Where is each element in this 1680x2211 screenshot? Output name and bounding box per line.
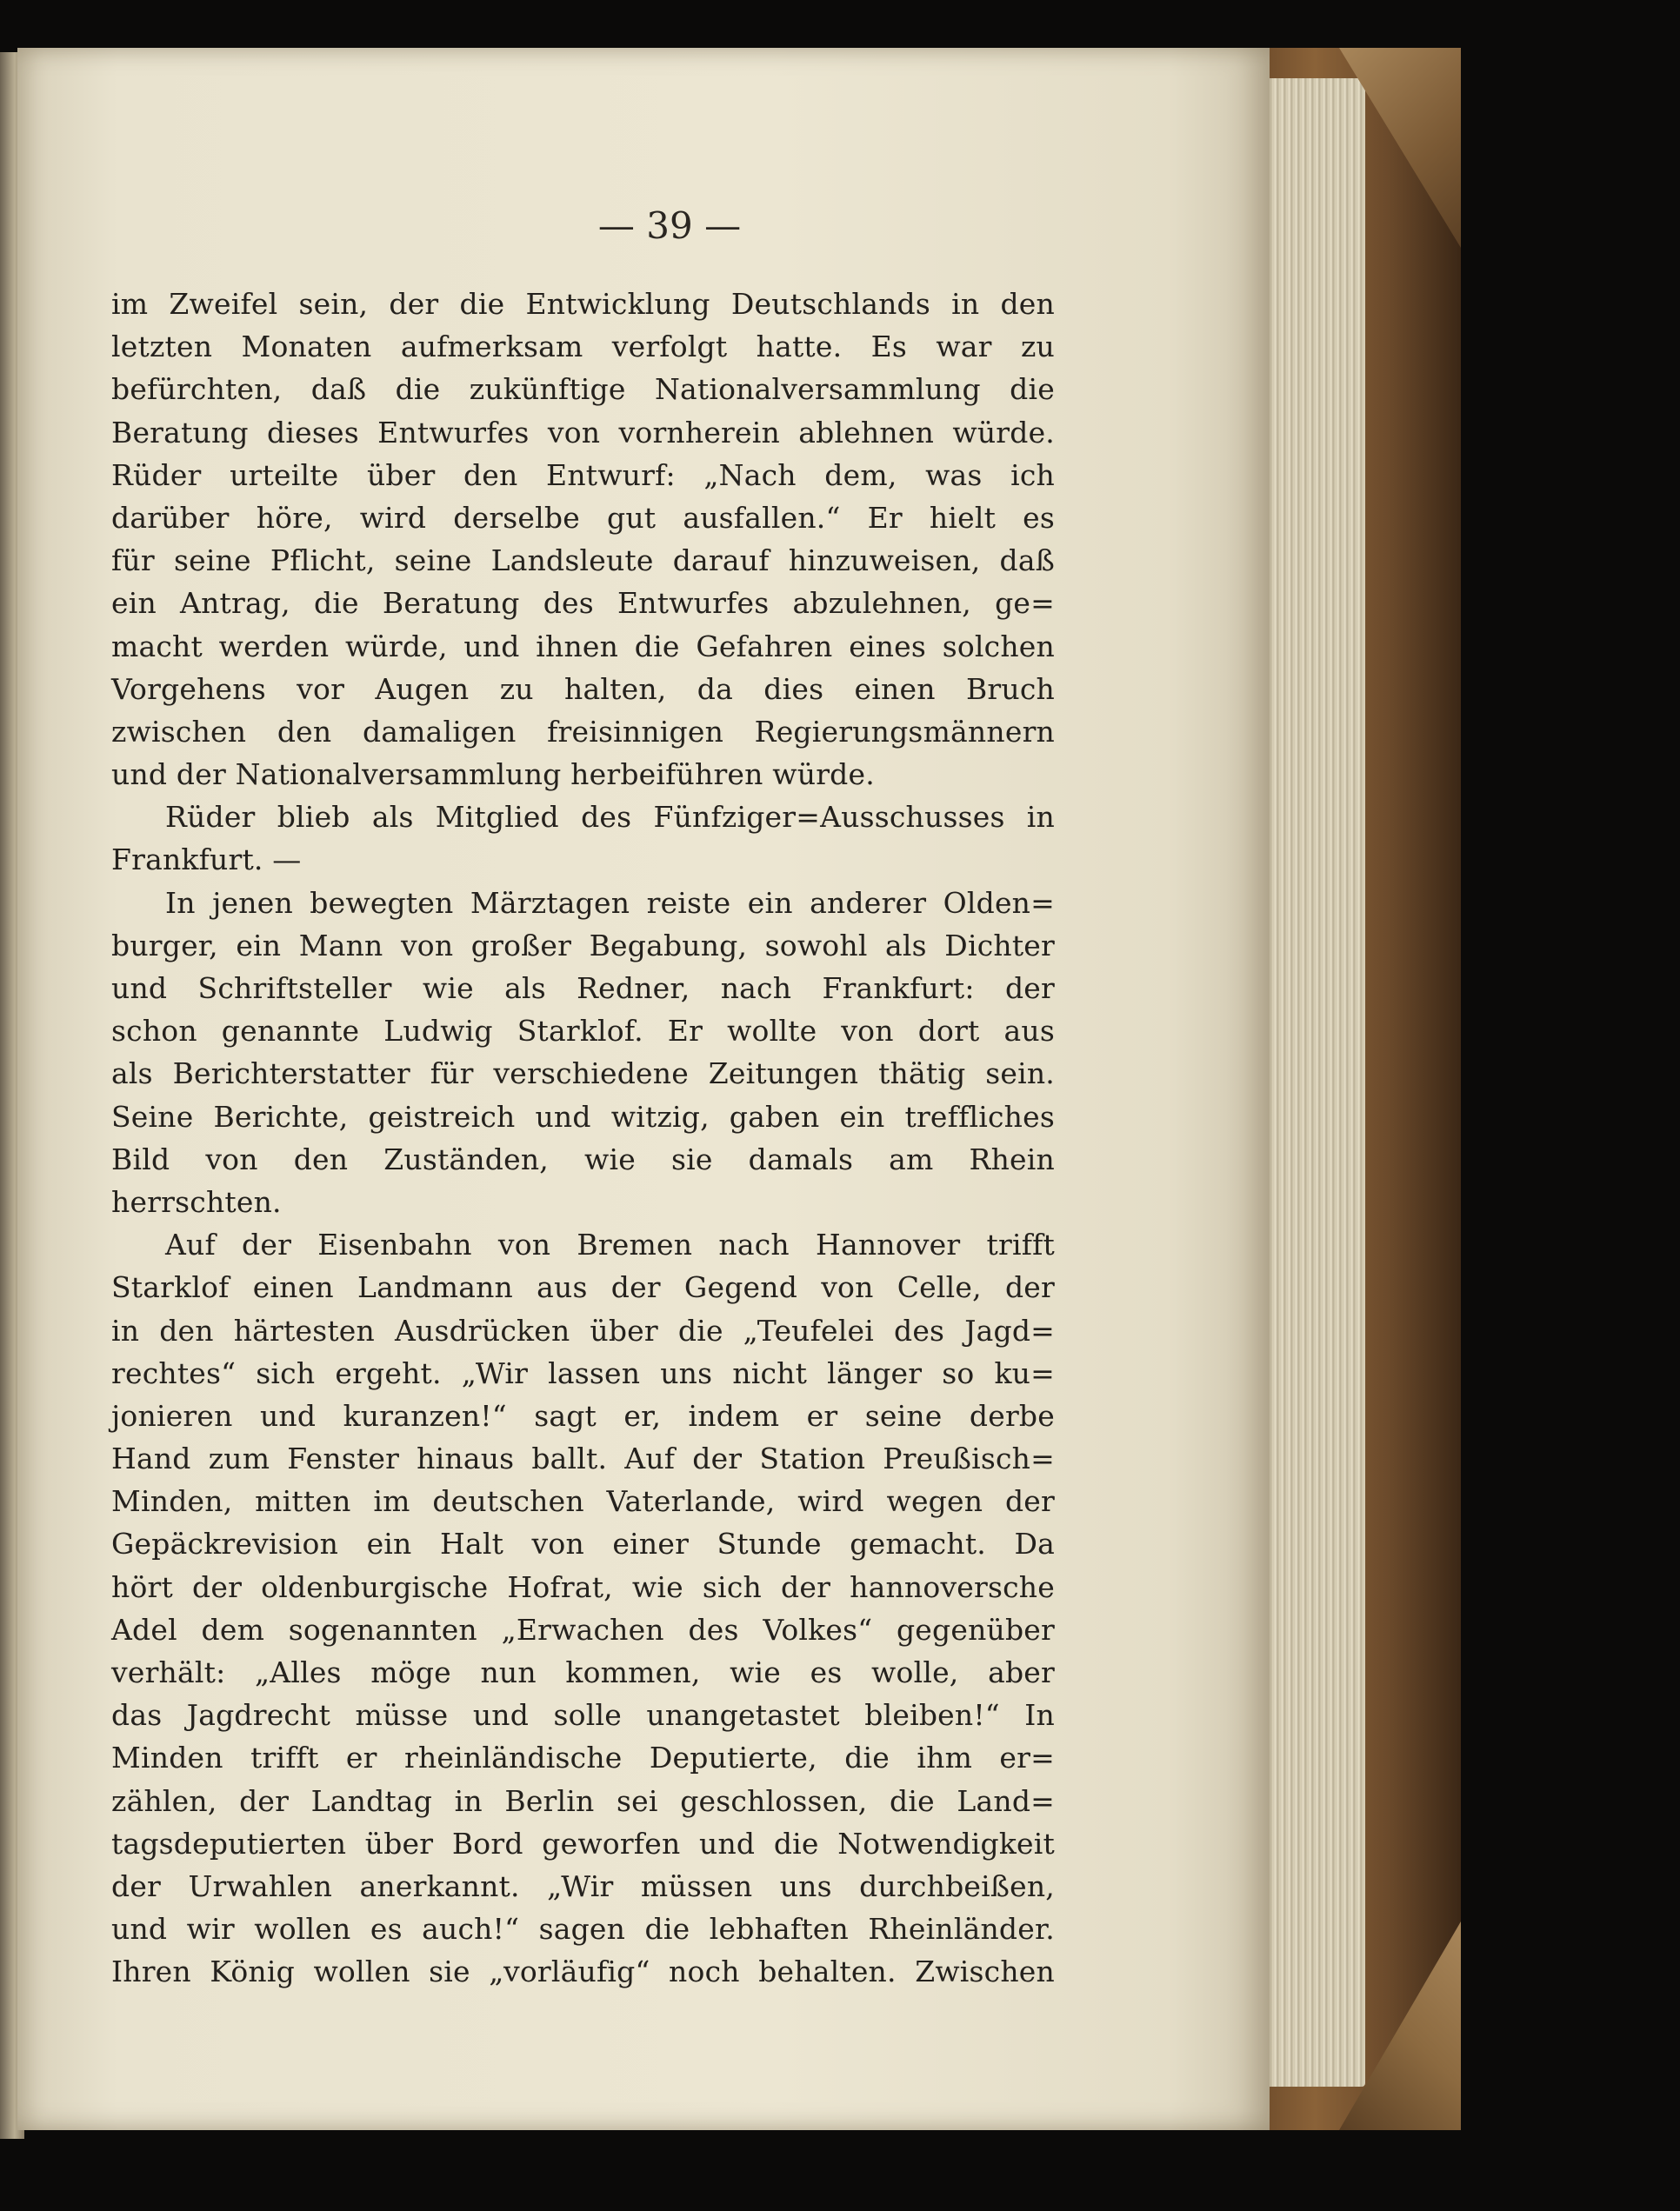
text-line: Hand zum Fenster hinaus ballt. Auf der Station Preußisch= <box>111 1442 1055 1476</box>
text-line: Gepäckrevision ein Halt von einer Stunde gemacht. Da <box>111 1527 1055 1562</box>
text-line: zwischen den damaligen freisinnigen Regierungsmännern <box>111 714 1055 749</box>
text-line: Seine Berichte, geistreich und witzig, gaben ein treffliches <box>111 1099 1055 1134</box>
text-line: jonieren und kuranzen!“ sagt er, indem er seine derbe <box>111 1398 1055 1433</box>
text-line: Rüder blieb als Mitglied des Fünfziger=Ausschusses in <box>165 800 1055 835</box>
text-line: zählen, der Landtag in Berlin sei geschlossen, die Land= <box>111 1783 1055 1818</box>
text-line: der Urwahlen anerkannt. „Wir müssen uns durchbeißen, <box>111 1868 1055 1903</box>
text-line: Frankfurt. — <box>111 842 302 877</box>
text-line: Vorgehens vor Augen zu halten, da dies einen Bruch <box>111 671 1055 706</box>
text-line: Auf der Eisenbahn von Bremen nach Hannover trifft <box>165 1228 1055 1262</box>
text-line: Bild von den Zuständen, wie sie damals am Rhein <box>111 1142 1055 1176</box>
text-line: rechtes“ sich ergeht. „Wir lassen uns nicht länger so ku= <box>111 1355 1055 1390</box>
text-line: Minden trifft er rheinländische Deputierte, die ihm er= <box>111 1741 1055 1775</box>
text-line: herrschten. <box>111 1184 282 1219</box>
text-line: ein Antrag, die Beratung des Entwurfes abzulehnen, ge= <box>111 586 1055 621</box>
page-number: — 39 — <box>597 204 742 247</box>
text-line: im Zweifel sein, der die Entwicklung Deutschlands in den <box>111 287 1055 321</box>
text-line: Minden, mitten im deutschen Vaterlande, wird wegen der <box>111 1484 1055 1519</box>
text-line: Ihren König wollen sie „vorläufig“ noch behalten. Zwischen <box>111 1955 1055 1989</box>
text-line: tagsdeputierten über Bord geworfen und die Notwendigkeit <box>111 1826 1055 1861</box>
text-line: Adel dem sogenannten „Erwachen des Volkes“ gegenüber <box>111 1612 1055 1647</box>
page-text <box>111 283 1055 1994</box>
text-line: letzten Monaten aufmerksam verfolgt hatte. Es war zu <box>111 330 1055 364</box>
text-line: für seine Pflicht, seine Landsleute darauf hinzuweisen, daß <box>111 543 1055 578</box>
text-line: und Schriftsteller wie als Redner, nach Frankfurt: der <box>111 971 1055 1005</box>
text-line: und wir wollen es auch!“ sagen die lebhaften Rheinländer. <box>111 1912 1055 1947</box>
book-page <box>17 48 1270 2130</box>
text-line: Rüder urteilte über den Entwurf: „Nach dem, was ich <box>111 457 1055 492</box>
text-line: burger, ein Mann von großer Begabung, sowohl als Dichter <box>111 928 1055 962</box>
text-line: schon genannte Ludwig Starklof. Er wollte von dort aus <box>111 1014 1055 1049</box>
text-line: befürchten, daß die zukünftige Nationalversammlung die <box>111 372 1055 407</box>
text-line: hört der oldenburgische Hofrat, wie sich der hannoversche <box>111 1569 1055 1604</box>
text-line: macht werden würde, und ihnen die Gefahren eines solchen <box>111 629 1055 663</box>
text-line: in den härtesten Ausdrücken über die „Teufelei des Jagd= <box>111 1313 1055 1348</box>
text-line: Beratung dieses Entwurfes von vornherein ablehnen würde. <box>111 415 1055 450</box>
text-line: In jenen bewegten Märztagen reiste ein anderer Olden= <box>165 885 1055 920</box>
text-line: darüber höre, wird derselbe gut ausfallen.“ Er hielt es <box>111 500 1055 535</box>
text-line: das Jagdrecht müsse und solle unangetastet bleiben!“ In <box>111 1698 1055 1733</box>
text-line: als Berichterstatter für verschiedene Zeitungen thätig sein. <box>111 1056 1055 1091</box>
text-line: Starklof einen Landmann aus der Gegend von Celle, der <box>111 1270 1055 1305</box>
text-line: verhält: „Alles möge nun kommen, wie es wolle, aber <box>111 1655 1055 1689</box>
text-line: und der Nationalversammlung herbeiführen würde. <box>111 757 875 792</box>
